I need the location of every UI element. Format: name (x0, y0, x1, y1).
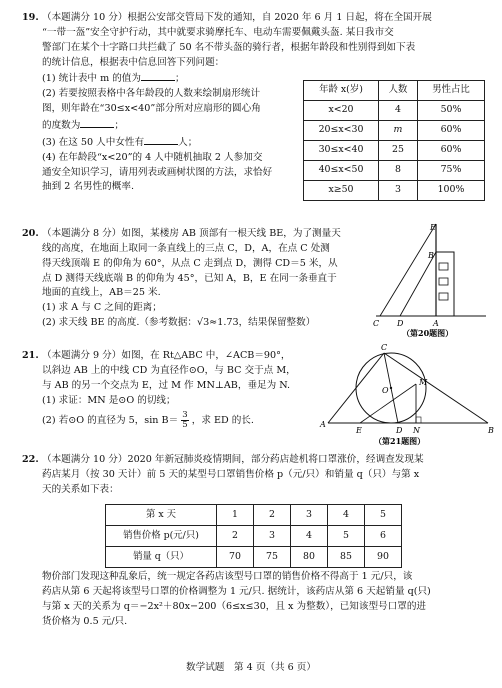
table-header-cell: 4 (328, 505, 365, 526)
table-cell: 4 (291, 526, 328, 547)
q21-part2: (2) 若⊙O 的直径为 5，sin B＝ (42, 415, 179, 427)
table-header-cell: 5 (365, 505, 402, 526)
q20-text: （本题满分 8 分）如图，某楼房 AB 顶部有一根天线 BE，为了测量天 (42, 228, 341, 239)
q19-part1: (1) 统计表中 m 的值为 (42, 73, 141, 85)
table-cell: 4 (379, 101, 418, 121)
table-cell: x≥50 (304, 181, 379, 201)
age-statistics-table (303, 80, 485, 201)
q19-part4: 通安全知识学习，请用列表或画树状图的方法，求恰好 (42, 166, 273, 178)
question-19: 19. （本题满分 10 分）根据公安部交管局下发的通知，自 2020 年 6 月 1 日起，将在全国开展 “一带一盔”安全守护行动，其中就要求骑摩托车、电动车需要佩戴头盔. 某日我市交 警部门在某个十字路口共拦截了 50 名不带头盔的骑行者，根据年龄段和性别得到如下表 的统计信息，根据表中信息回答下列问题： (1) 统计表中 m 的值为 ； (2) 若要按照表格中各年龄段的人数来绘制扇形统计 图，则年龄在“30≤x<40”部分所对应扇形的圆心角 的度数为 ； (3) 在这 50 人中女性有 人； (4) 在年龄段“x<20”的 4 人中随机抽取 2 人参加交 通安全知识学习，请用列表或画树状图的方法，求恰好 抽到 2 名男性的概率. (22, 11, 482, 195)
question-number: 21. (22, 350, 39, 361)
table-header-row (304, 81, 485, 101)
table-cell: 销售价格 p(元/只) (106, 526, 217, 547)
table-cell: x<20 (304, 101, 379, 121)
point-label-a: A (433, 319, 439, 328)
table-cell: 40≤x<50 (304, 161, 379, 181)
table-row (106, 526, 402, 547)
table-cell: 50% (418, 101, 485, 121)
table-cell: 85 (328, 547, 365, 568)
answer-blank (141, 70, 175, 81)
table-cell: 90 (365, 547, 402, 568)
table-cell: 5 (328, 526, 365, 547)
circle-triangle-figure (318, 343, 498, 447)
sales-table (105, 504, 402, 568)
table-cell: 8 (379, 161, 418, 181)
table-row (106, 547, 402, 568)
table-cell: 70 (217, 547, 254, 568)
question-number: 22. (22, 454, 39, 465)
answer-blank (80, 117, 114, 128)
point-label-n: N (413, 426, 420, 435)
point-label-m: M (419, 378, 428, 387)
point-label-d: D (396, 426, 403, 435)
question-number: 20. (22, 228, 39, 239)
page-footer: 数学试题 第 4 页（共 6 页） (186, 662, 316, 673)
figure-caption: （第21题图） (374, 436, 426, 446)
q22-text: 物价部门发现这种乱象后，统一规定各药店该型号口罩的销售价格不得高于 1 元/只，该 (42, 571, 413, 582)
table-cell: 75 (254, 547, 291, 568)
q20-part2: (2) 求天线 BE 的高度.（参考数据：√3≈1.73，结果保留整数） (42, 317, 316, 329)
q19-part2: 的度数为 (42, 120, 81, 132)
table-row (304, 181, 485, 201)
table-cell: m (379, 121, 418, 141)
q19-text: 的统计信息，根据表中信息回答下列问题： (42, 56, 225, 68)
point-label-c: C (373, 319, 380, 328)
q22-text: 天的关系如下表： (42, 483, 119, 495)
table-cell: 3 (379, 181, 418, 201)
table-cell: 2 (217, 526, 254, 547)
table-header-cell: 1 (217, 505, 254, 526)
q19-part4: (4) 在年龄段“x<20”的 4 人中随机抽取 2 人参加交 (42, 151, 263, 163)
fraction-denominator: 5 (182, 420, 188, 431)
q21-text: 以斜边 AB 上的中线 CD 为直径作⊙O，与 BC 交于点 M， (42, 364, 296, 376)
point-label-d: D (397, 319, 404, 328)
point-label-e: E (356, 426, 362, 435)
q19-part2: (2) 若要按照表格中各年龄段的人数来绘制扇形统计 (42, 88, 261, 100)
q20-text: 线的高度，在地面上取同一条直线上的三点 C，D，A，在点 C 处测 (42, 242, 330, 254)
table-cell: 销量 q（只） (106, 547, 217, 568)
q21-part1: (1) 求证：MN 是⊙O 的切线； (42, 394, 176, 406)
table-row (304, 121, 485, 141)
table-cell: 100% (418, 181, 485, 201)
table-cell: 6 (365, 526, 402, 547)
q19-part3: 人； (178, 136, 198, 148)
question-22 (22, 453, 482, 498)
table-row (304, 161, 485, 181)
q20-text: 地面的直线上，AB＝25 米. (42, 287, 161, 299)
table-cell: 60% (418, 141, 485, 161)
table-cell: 25 (379, 141, 418, 161)
question-22-continued (22, 570, 482, 629)
question-number: 19. (22, 12, 39, 23)
table-cell: 75% (418, 161, 485, 181)
point-label-e: E (430, 223, 436, 232)
table-header-cell: 人数 (379, 81, 418, 101)
table-header-row (106, 505, 402, 526)
q22-text: 药店某月（按 30 天计）前 5 天的某型号口罩销售价格 p（元/只）和销量 q（只）与第 x (42, 468, 420, 480)
q19-text: 警部门在某个十字路口共拦截了 50 名不带头盔的骑行者，根据年龄段和性别得到如下表 (42, 41, 416, 53)
table-row (304, 101, 485, 121)
q20-text: 得天线顶端 E 的仰角为 60°，从点 C 走到点 D，测得 CD＝5 米，从 (42, 257, 338, 269)
q22-text: 药店从第 6 天起将该型号口罩的价格调整为 1 元/只. 据统计，该药店从第 6 天起销量 q(只) (42, 585, 431, 597)
table-header-cell: 第 x 天 (106, 505, 217, 526)
table-header-cell: 3 (291, 505, 328, 526)
q20-text: 点 D 测得天线底端 B 的仰角为 45°，已知 A，B，E 在同一条垂直于 (42, 272, 337, 284)
point-label-b: B (488, 426, 494, 435)
fraction (181, 411, 188, 430)
q19-text: （本题满分 10 分）根据公安部交管局下发的通知，自 2020 年 6 月 1 日起，将在全国开展 (42, 12, 432, 23)
q19-part4: 抽到 2 名男性的概率. (42, 181, 135, 193)
table-header-cell: 年龄 x(岁) (304, 81, 379, 101)
q21-part2: ，求 ED 的长. (191, 415, 254, 427)
q19-part3: (3) 在这 50 人中女性有 (42, 136, 145, 148)
point-label-a: A (320, 420, 326, 429)
figure-caption: （第20题图） (402, 328, 454, 338)
q21-text: 与 AB 的另一个交点为 E，过 M 作 MN⊥AB，垂足为 N. (42, 379, 291, 391)
building-antenna-figure (370, 218, 490, 338)
table-cell: 20≤x<30 (304, 121, 379, 141)
question-20 (22, 227, 382, 331)
table-cell: 60% (418, 121, 485, 141)
point-label-b: B (428, 251, 434, 260)
point-label-o: O (382, 386, 389, 395)
question-21 (22, 349, 322, 430)
table-row (304, 141, 485, 161)
q22-text: 货价格为 0.5 元/只. (42, 615, 128, 627)
table-header-cell: 2 (254, 505, 291, 526)
q22-text: 与第 x 天的关系为 q＝−2x²＋80x−200（6≤x≤30，且 x 为整数），已知该型号口罩的进 (42, 600, 427, 612)
q20-part1: (1) 求 A 与 C 之间的距离； (42, 302, 162, 314)
table-cell: 3 (254, 526, 291, 547)
q21-text: （本题满分 9 分）如图，在 Rt△ABC 中，∠ACB＝90°， (42, 350, 291, 361)
table-header-cell: 男性占比 (418, 81, 485, 101)
q19-text: “一带一盔”安全守护行动，其中就要求骑摩托车、电动车需要佩戴头盔. 某日我市交 (42, 26, 394, 38)
point-label-c: C (381, 343, 388, 352)
fraction-numerator: 3 (182, 410, 188, 421)
table-cell: 80 (291, 547, 328, 568)
q22-text: （本题满分 10 分）2020 年新冠肺炎疫情期间，部分药店趁机将口罩涨价，经调查发现某 (42, 454, 424, 465)
answer-blank (144, 134, 178, 145)
table-cell: 30≤x<40 (304, 141, 379, 161)
q19-part2: 图，则年龄在“30≤x<40”部分所对应扇形的圆心角 (42, 103, 261, 115)
